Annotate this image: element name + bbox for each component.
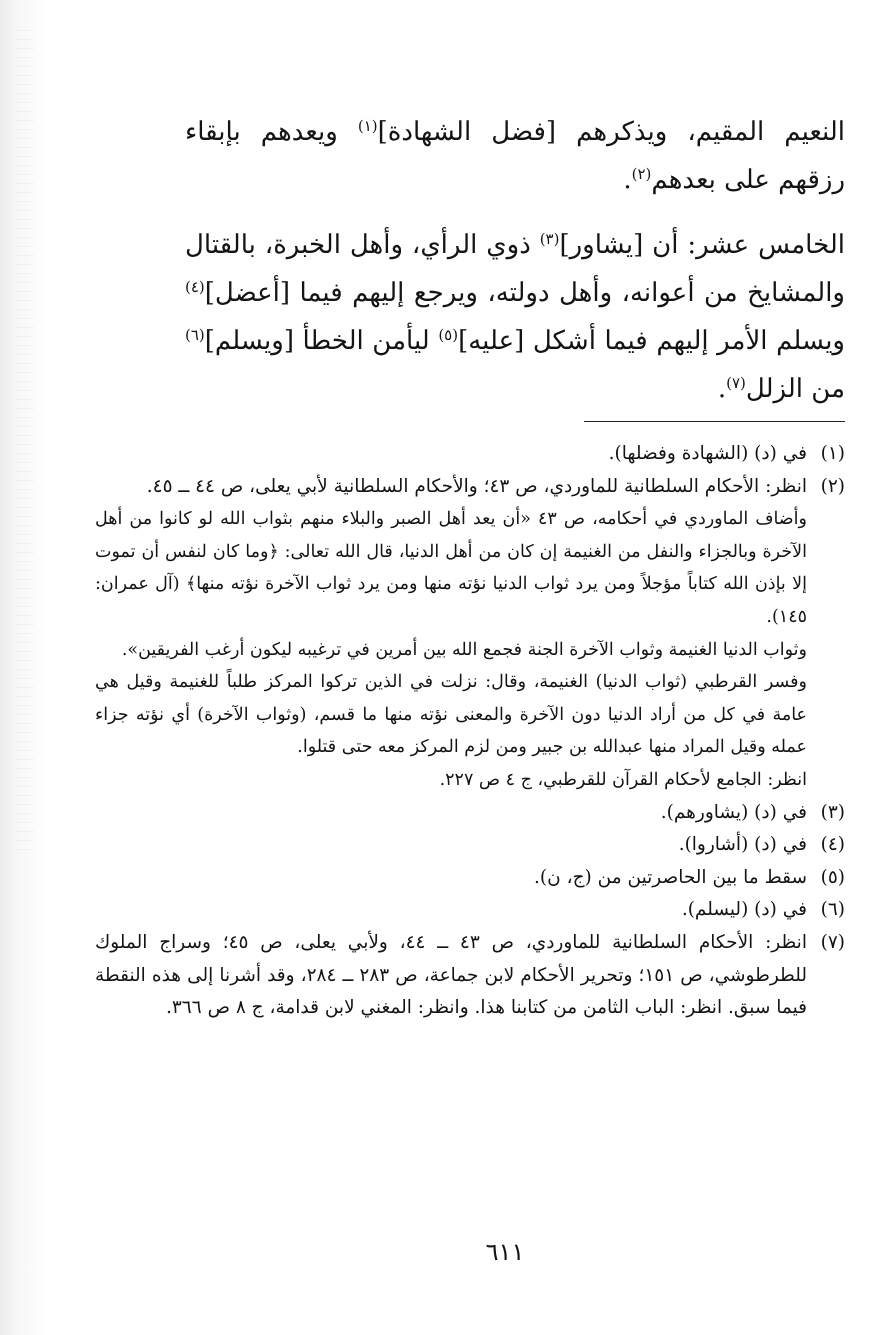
footnote-ref[interactable]: (٢) bbox=[631, 165, 652, 183]
body-paragraph bbox=[185, 221, 845, 413]
footnote-ref[interactable]: (٧) bbox=[726, 374, 746, 392]
footnote-ref[interactable]: (٣) bbox=[539, 230, 560, 248]
footnote-item bbox=[95, 829, 845, 862]
footnote-line: سقط ما بين الحاصرتين من (ج، ن). bbox=[534, 866, 807, 888]
body-text-run: من الزلل bbox=[745, 374, 845, 404]
footnote-text bbox=[95, 471, 807, 797]
footnote-line: انظر: الأحكام السلطانية للماوردي، ص ٤٣ ــ ٤٤، ولأبي يعلى، ص ٤٥؛ وسراج الملوك للطرطوشي، ص ١٥١؛ وتحرير الأحكام لابن جماعة، ص ٢٨٣ ــ ٢٨٤، وقد أشرنا إلى هذه النقطة فيما سبق. انظر: الباب الثامن من كتابنا هذا. وانظر: المغني لابن قدامة، ج ٨ ص ٣٦٦. bbox=[95, 931, 807, 1019]
footnote-text bbox=[95, 927, 807, 1025]
footnote-ref[interactable]: (٥) bbox=[438, 326, 459, 344]
footnote-line: في (د) (يشاورهم). bbox=[660, 801, 807, 823]
footnote-line: انظر: الجامع لأحكام القرآن للقرطبي، ج ٤ ص ٢٢٧. bbox=[439, 769, 807, 790]
body-paragraph bbox=[185, 108, 845, 204]
body-text-run: ويسلم الأمر إليهم فيما أشكل [عليه] bbox=[458, 326, 845, 356]
footnote-number: (٣) bbox=[820, 801, 845, 823]
footnote-item bbox=[95, 894, 845, 927]
body-text-run: ليأمن الخطأ [ويسلم] bbox=[204, 326, 439, 356]
body-text-run: الخامس عشر: أن [يشاور] bbox=[559, 230, 845, 260]
footnote-number: (٦) bbox=[820, 899, 845, 921]
footnote-ref[interactable]: (٤) bbox=[185, 278, 205, 296]
footnote-line: في (د) (الشهادة وفضلها). bbox=[608, 443, 807, 464]
footnote-line: وأضاف الماوردي في أحكامه، ص ٤٣ «أن يعد أهل الصبر والبلاء منهم بثواب الله لو كانوا من أهل الآخرة وبالجزاء والنفل من الغنيمة إن كان من أهل الدنيا، قال الله تعالى: ﴿وما كان لنفس أن تموت إلا بإذن الله كتاباً مؤجلاً ومن يرد ثواب الدنيا نؤته منها ومن يرد ثواب الآخرة نؤته منها﴾ (آل عمران: ١٤٥). bbox=[95, 509, 807, 627]
main-text bbox=[185, 108, 845, 413]
body-text-run: النعيم المقيم، ويذكرهم [فضل الشهادة] bbox=[377, 117, 845, 147]
body-text-run: . bbox=[717, 374, 727, 404]
scan-noise bbox=[16, 30, 34, 850]
footnote-number: (١) bbox=[820, 443, 845, 464]
body-text-run: . bbox=[623, 165, 632, 195]
footnote-line: انظر: الأحكام السلطانية للماوردي، ص ٤٣؛ والأحكام السلطانية لأبي يعلى، ص ٤٤ ــ ٤٥. bbox=[146, 475, 807, 497]
footnote-line: في (د) (أشاروا). bbox=[678, 834, 807, 856]
footnote-ref[interactable]: (١) bbox=[357, 117, 378, 135]
footnote-line: وفسر القرطبي (ثواب الدنيا) الغنيمة، وقال: نزلت في الذين تركوا المركز طلباً للغنيمة وقيل هي عامة في كل من أراد الدنيا دون الآخرة والمعنى نؤته منها ما قسم، (وثواب الآخرة) أي نؤته جزاء عمله وقيل المراد منها عبدالله بن جبير ومن لزم المركز معه حتى قتلوا. bbox=[95, 672, 807, 758]
footnote-text bbox=[95, 438, 807, 471]
footnote-separator bbox=[584, 421, 845, 422]
footnote-line: وثواب الدنيا الغنيمة وثواب الآخرة الجنة فجمع الله بين أمرين في ترغيبه ليكون أرغب الفريقين». bbox=[121, 639, 807, 660]
footnote-text bbox=[95, 829, 807, 862]
footnote-number: (٧) bbox=[820, 931, 845, 953]
footnote-item bbox=[95, 927, 845, 1025]
footnotes bbox=[95, 438, 845, 1025]
footnote-item bbox=[95, 862, 845, 895]
footnote-text bbox=[95, 894, 807, 927]
footnote-number: (٢) bbox=[820, 475, 845, 497]
footnote-number: (٥) bbox=[820, 866, 845, 888]
page-number: ٦١١ bbox=[485, 1238, 525, 1266]
footnote-text bbox=[95, 862, 807, 895]
footnote-ref[interactable]: (٦) bbox=[185, 326, 205, 344]
footnote-item bbox=[95, 438, 845, 471]
body-text-run: ذوي الرأي، وأهل الخبرة، بالقتال والمشايخ من أعوانه، وأهل دولته، ويرجع إليهم فيما [أعضل] bbox=[185, 230, 845, 308]
footnote-text bbox=[95, 797, 807, 830]
footnote-item bbox=[95, 797, 845, 830]
footnote-line: في (د) (ليسلم). bbox=[681, 899, 807, 921]
body-text-run: ويعدهم بإبقاء رزقهم على بعدهم bbox=[185, 117, 845, 195]
footnote-item bbox=[95, 471, 845, 797]
footnote-number: (٤) bbox=[820, 834, 845, 856]
